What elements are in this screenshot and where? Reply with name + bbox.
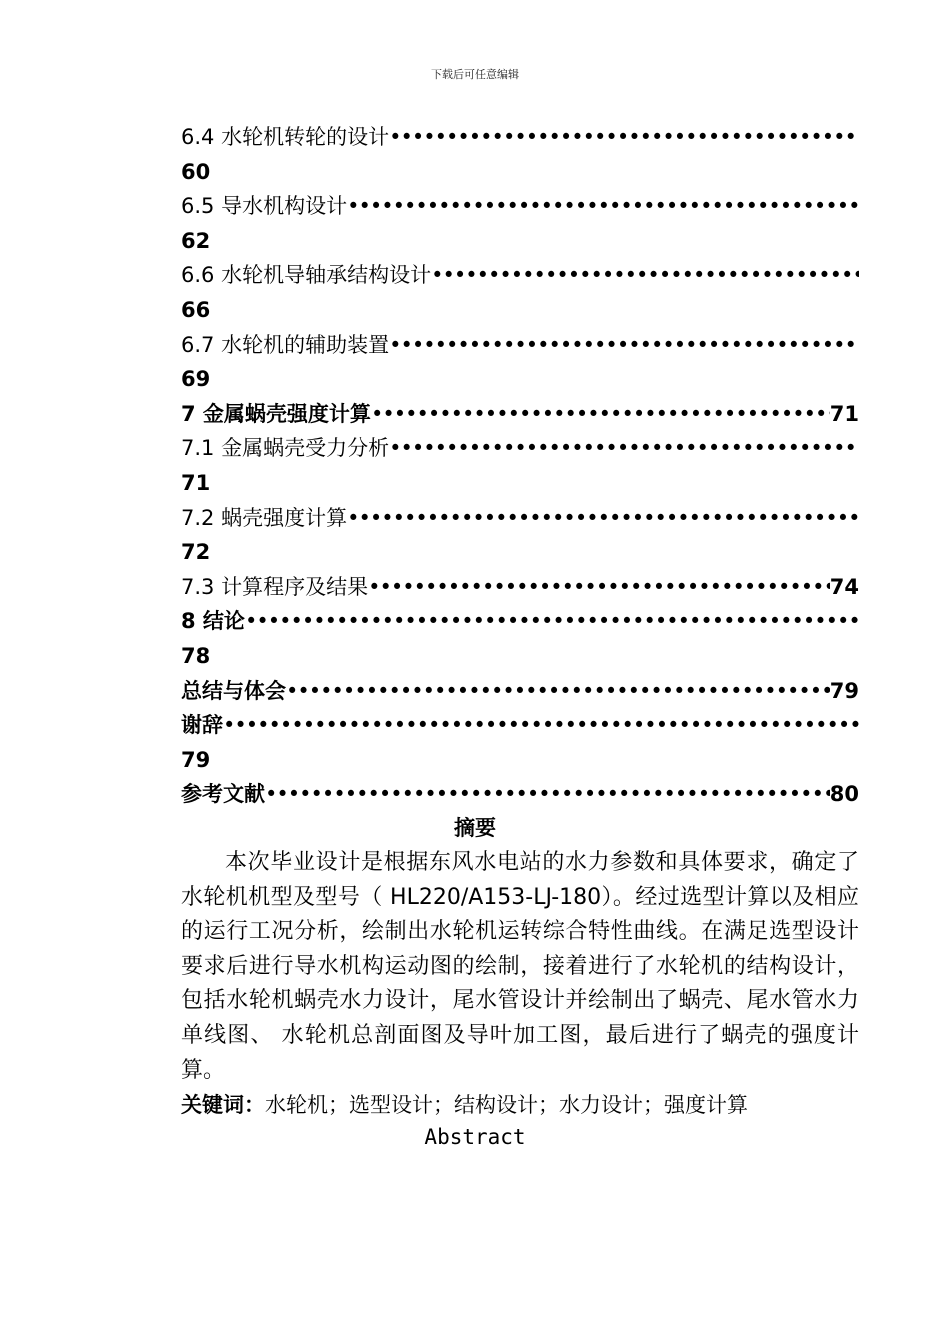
toc-title: 7.3 计算程序及结果 — [181, 574, 369, 599]
toc-page-number: 60 — [181, 159, 211, 184]
toc-title: 6.4 水轮机转轮的设计 — [181, 125, 390, 149]
toc-line — [181, 431, 859, 466]
toc-entry[interactable] — [181, 258, 859, 327]
toc-line — [181, 604, 859, 639]
toc-page-number: 78 — [181, 643, 211, 668]
toc-title: 谢辞 — [181, 713, 223, 738]
toc-entry[interactable] — [181, 328, 859, 397]
abstract-body — [181, 846, 859, 1123]
toc-page-number: 71 — [181, 470, 211, 495]
toc-leader-dots — [286, 674, 830, 709]
toc-leader-dots — [371, 397, 830, 432]
toc-title: 参考文献 — [181, 782, 265, 807]
toc-entry[interactable] — [181, 120, 859, 189]
keywords-line — [181, 1088, 859, 1123]
toc-title: 6.7 水轮机的辅助装置 — [181, 332, 390, 357]
toc-entry[interactable] — [181, 570, 859, 605]
abstract-paragraph: 本次毕业设计是根据东风水电站的水力参数和具体要求，确定了水轮机机型及型号（ HL220/A153-LJ-180）。经过选型计算以及相应的运行工况分析，绘制出水轮机运转综合特性曲线。在满足选型设计要求后进行导水机构运动图的绘制，接着进行了水轮机的结构设计，包括水轮机蜗壳水力设计，尾水管设计并绘制出了蜗壳、尾水管水力单线图、 水轮机总剖面图及导叶加工图，最后进行了蜗壳的强度计算。 — [181, 850, 859, 1083]
toc-leader-dots — [389, 120, 859, 155]
toc-page-number: 79 — [829, 678, 859, 703]
toc-page-number: 72 — [181, 540, 211, 565]
toc-title: 7 金属蜗壳强度计算 — [181, 401, 371, 426]
toc-line — [181, 258, 859, 293]
toc-line — [181, 328, 859, 363]
toc-leader-dots — [431, 258, 859, 293]
table-of-contents — [181, 120, 859, 812]
toc-entry[interactable] — [181, 501, 859, 570]
toc-line — [181, 120, 859, 155]
toc-entry[interactable] — [181, 431, 859, 500]
toc-page-number: 66 — [181, 297, 211, 322]
toc-entry[interactable] — [181, 674, 859, 709]
english-abstract-heading: Abstract — [424, 1125, 526, 1149]
toc-line — [181, 501, 859, 536]
toc-leader-dots — [368, 570, 830, 605]
toc-page-number: 80 — [829, 782, 859, 807]
page-header: 下载后可任意编辑 — [431, 68, 519, 81]
toc-entry[interactable] — [181, 777, 859, 812]
toc-leader-dots — [347, 189, 859, 224]
toc-title: 7.2 蜗壳强度计算 — [181, 505, 348, 530]
toc-line — [181, 777, 859, 812]
toc-line — [181, 708, 859, 743]
toc-entry[interactable] — [181, 397, 859, 432]
toc-line — [181, 674, 859, 709]
toc-page-number: 69 — [181, 367, 211, 392]
toc-leader-dots — [389, 431, 859, 466]
keywords-label: 关键词： — [181, 1093, 265, 1118]
toc-page-number: 71 — [829, 401, 859, 426]
toc-page-number: 74 — [829, 574, 859, 599]
toc-leader-dots — [245, 604, 859, 639]
toc-entry[interactable] — [181, 189, 859, 258]
toc-line — [181, 189, 859, 224]
toc-title: 总结与体会 — [181, 678, 286, 703]
toc-line — [181, 570, 859, 605]
toc-page-number: 79 — [181, 747, 211, 772]
toc-leader-dots — [347, 501, 859, 536]
toc-entry[interactable] — [181, 708, 859, 777]
keywords-text: 水轮机；选型设计；结构设计；水力设计；强度计算 — [265, 1093, 748, 1118]
toc-title: 6.6 水轮机导轴承结构设计 — [181, 263, 432, 288]
toc-leader-dots — [223, 708, 859, 743]
toc-title: 7.1 金属蜗壳受力分析 — [181, 436, 390, 461]
abstract-heading: 摘要 — [454, 816, 496, 840]
toc-line — [181, 397, 859, 432]
toc-page-number: 62 — [181, 228, 211, 253]
toc-title: 6.5 导水机构设计 — [181, 194, 348, 219]
toc-leader-dots — [265, 777, 830, 812]
toc-leader-dots — [389, 328, 859, 363]
toc-title: 8 结论 — [181, 609, 245, 634]
toc-entry[interactable] — [181, 604, 859, 673]
